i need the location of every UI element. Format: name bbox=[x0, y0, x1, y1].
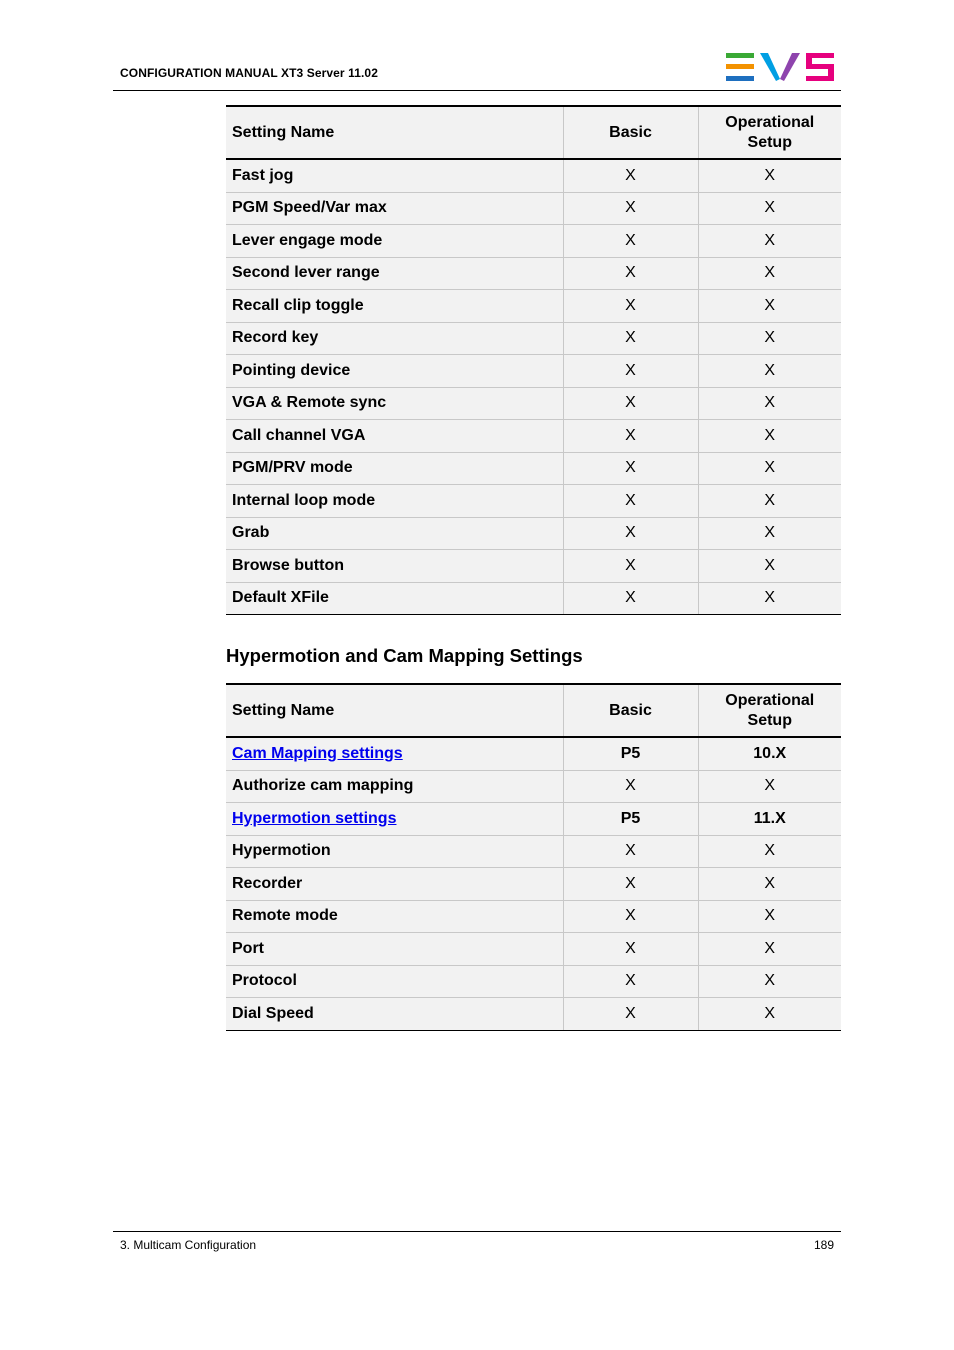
operational-setup-cell: X bbox=[698, 485, 841, 518]
settings-table-hypermotion bbox=[226, 683, 841, 1031]
table-row bbox=[226, 225, 841, 258]
basic-cell: X bbox=[563, 517, 698, 550]
operational-setup-cell: X bbox=[698, 452, 841, 485]
operational-setup-cell: X bbox=[698, 517, 841, 550]
setting-name-cell: VGA & Remote sync bbox=[226, 387, 563, 420]
basic-cell: X bbox=[563, 770, 698, 803]
document-header-title: CONFIGURATION MANUAL XT3 Server 11.02 bbox=[120, 66, 378, 80]
operational-setup-cell: X bbox=[698, 257, 841, 290]
basic-cell: X bbox=[563, 868, 698, 901]
section-title-hypermotion-cam-mapping: Hypermotion and Cam Mapping Settings bbox=[226, 645, 583, 666]
operational-setup-cell: X bbox=[698, 582, 841, 615]
setting-name-cell: Recall clip toggle bbox=[226, 290, 563, 323]
table-row bbox=[226, 290, 841, 323]
operational-setup-cell: X bbox=[698, 998, 841, 1031]
setting-name-cell: Call channel VGA bbox=[226, 420, 563, 453]
setting-link[interactable]: Hypermotion settings bbox=[232, 809, 397, 827]
settings-table-general bbox=[226, 105, 841, 615]
header-divider bbox=[113, 90, 841, 91]
basic-cell: X bbox=[563, 933, 698, 966]
column-header-basic: Basic bbox=[563, 106, 698, 159]
table-row bbox=[226, 965, 841, 998]
table-row bbox=[226, 420, 841, 453]
setting-name-cell: Port bbox=[226, 933, 563, 966]
setting-name-cell: Protocol bbox=[226, 965, 563, 998]
operational-setup-cell: X bbox=[698, 933, 841, 966]
basic-cell: X bbox=[563, 452, 698, 485]
setting-name-cell: Pointing device bbox=[226, 355, 563, 388]
operational-setup-cell: 11.X bbox=[698, 803, 841, 836]
setting-name-cell: Default XFile bbox=[226, 582, 563, 615]
setting-name-cell: Grab bbox=[226, 517, 563, 550]
basic-cell: X bbox=[563, 355, 698, 388]
column-header-operational-setup: Operational Setup bbox=[698, 684, 841, 737]
column-header-basic: Basic bbox=[563, 684, 698, 737]
column-header-operational-setup: Operational Setup bbox=[698, 106, 841, 159]
footer-chapter: 3. Multicam Configuration bbox=[120, 1238, 257, 1252]
basic-cell: X bbox=[563, 485, 698, 518]
operational-setup-cell: X bbox=[698, 900, 841, 933]
operational-setup-cell: X bbox=[698, 387, 841, 420]
operational-setup-cell: X bbox=[698, 322, 841, 355]
table-row bbox=[226, 933, 841, 966]
table-row bbox=[226, 257, 841, 290]
table-row bbox=[226, 192, 841, 225]
basic-cell: X bbox=[563, 835, 698, 868]
basic-cell: X bbox=[563, 550, 698, 583]
table-row bbox=[226, 582, 841, 615]
setting-name-cell bbox=[226, 803, 563, 836]
table-row bbox=[226, 900, 841, 933]
setting-name-cell: PGM/PRV mode bbox=[226, 452, 563, 485]
table-row bbox=[226, 803, 841, 836]
operational-setup-cell: X bbox=[698, 420, 841, 453]
table-row bbox=[226, 452, 841, 485]
table-row bbox=[226, 485, 841, 518]
operational-setup-cell: X bbox=[698, 835, 841, 868]
setting-link[interactable]: Cam Mapping settings bbox=[232, 744, 403, 762]
basic-cell: X bbox=[563, 965, 698, 998]
setting-name-cell: Hypermotion bbox=[226, 835, 563, 868]
table-row bbox=[226, 387, 841, 420]
basic-cell: X bbox=[563, 225, 698, 258]
table-row bbox=[226, 868, 841, 901]
setting-name-cell: Internal loop mode bbox=[226, 485, 563, 518]
operational-setup-cell: X bbox=[698, 355, 841, 388]
setting-name-cell: Remote mode bbox=[226, 900, 563, 933]
setting-name-cell: Second lever range bbox=[226, 257, 563, 290]
table-row bbox=[226, 517, 841, 550]
setting-name-cell: Authorize cam mapping bbox=[226, 770, 563, 803]
column-header-setting-name: Setting Name bbox=[226, 106, 563, 159]
operational-setup-cell: X bbox=[698, 225, 841, 258]
basic-cell: X bbox=[563, 290, 698, 323]
basic-cell: X bbox=[563, 998, 698, 1031]
basic-cell: X bbox=[563, 192, 698, 225]
setting-name-cell bbox=[226, 737, 563, 770]
basic-cell: X bbox=[563, 322, 698, 355]
table-row bbox=[226, 737, 841, 770]
footer-page-number: 189 bbox=[813, 1238, 834, 1252]
footer-divider bbox=[113, 1231, 841, 1232]
basic-cell: X bbox=[563, 420, 698, 453]
evs-logo bbox=[724, 51, 836, 83]
basic-cell: P5 bbox=[563, 803, 698, 836]
operational-setup-cell: X bbox=[698, 868, 841, 901]
basic-cell: X bbox=[563, 257, 698, 290]
basic-cell: X bbox=[563, 900, 698, 933]
table-row bbox=[226, 355, 841, 388]
operational-setup-cell: X bbox=[698, 965, 841, 998]
table-row bbox=[226, 998, 841, 1031]
setting-name-cell: Lever engage mode bbox=[226, 225, 563, 258]
basic-cell: X bbox=[563, 387, 698, 420]
operational-setup-cell: X bbox=[698, 290, 841, 323]
table-row bbox=[226, 322, 841, 355]
table-row bbox=[226, 159, 841, 192]
table-header-row bbox=[226, 106, 841, 159]
table-row bbox=[226, 835, 841, 868]
operational-setup-cell: 10.X bbox=[698, 737, 841, 770]
table-row bbox=[226, 770, 841, 803]
operational-setup-cell: X bbox=[698, 770, 841, 803]
operational-setup-cell: X bbox=[698, 159, 841, 192]
operational-setup-cell: X bbox=[698, 192, 841, 225]
setting-name-cell: Fast jog bbox=[226, 159, 563, 192]
basic-cell: P5 bbox=[563, 737, 698, 770]
table-row bbox=[226, 550, 841, 583]
setting-name-cell: PGM Speed/Var max bbox=[226, 192, 563, 225]
basic-cell: X bbox=[563, 582, 698, 615]
table-header-row bbox=[226, 684, 841, 737]
setting-name-cell: Dial Speed bbox=[226, 998, 563, 1031]
setting-name-cell: Record key bbox=[226, 322, 563, 355]
setting-name-cell: Browse button bbox=[226, 550, 563, 583]
setting-name-cell: Recorder bbox=[226, 868, 563, 901]
column-header-setting-name: Setting Name bbox=[226, 684, 563, 737]
basic-cell: X bbox=[563, 159, 698, 192]
operational-setup-cell: X bbox=[698, 550, 841, 583]
